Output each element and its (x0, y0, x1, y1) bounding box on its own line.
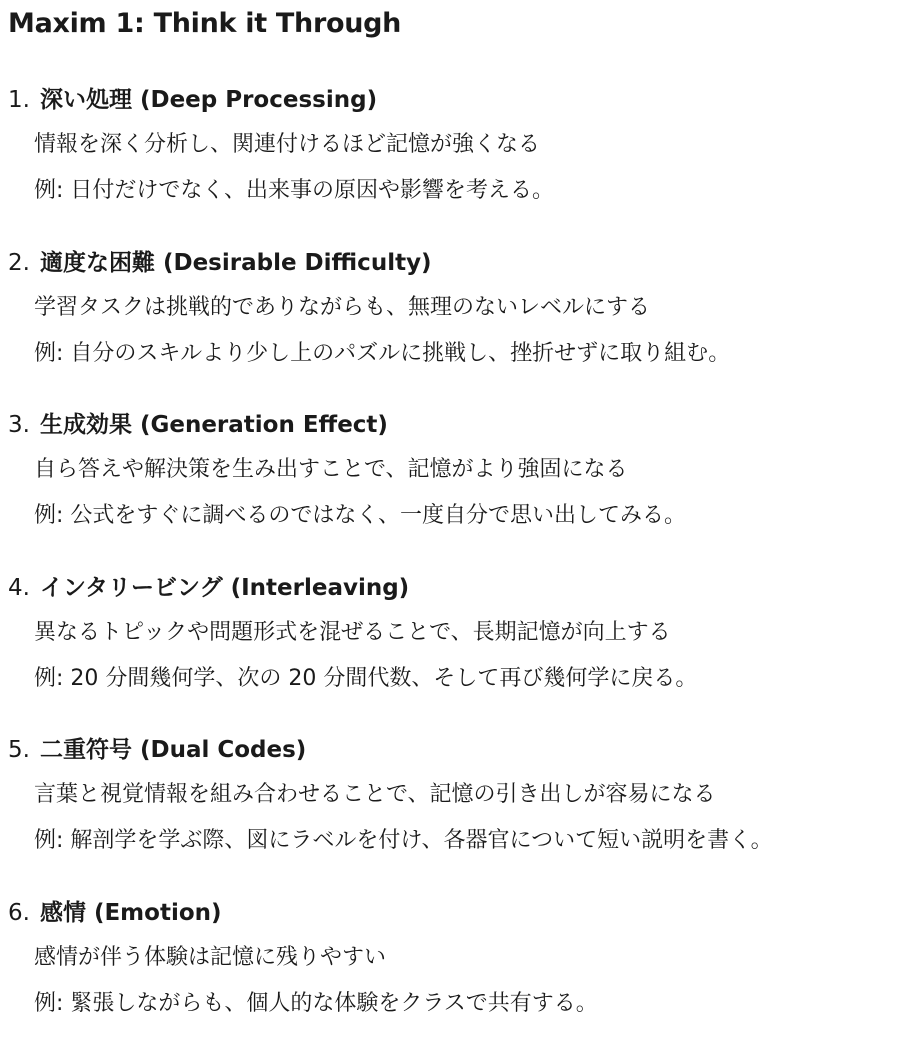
item-description: 自ら答えや解決策を生み出すことで、記憶がより強固になる (34, 457, 628, 482)
list-item-dual-codes (0, 730, 914, 880)
item-example: 例: 緊張しながらも、個人的な体験をクラスで共有する。 (34, 991, 598, 1016)
item-heading (8, 568, 409, 608)
list-item-generation-effect (0, 405, 914, 555)
item-title: 適度な困難 (Desirable Difficulty) (39, 250, 432, 276)
item-heading (8, 730, 306, 770)
item-example: 例: 自分のスキルより少し上のパズルに挑戦し、挫折せずに取り組む。 (34, 341, 731, 366)
list-item-interleaving (0, 568, 914, 718)
list-item-desirable-difficulty (0, 243, 914, 393)
item-title: 生成効果 (Generation Effect) (39, 412, 388, 438)
item-heading (8, 243, 432, 283)
item-heading (8, 80, 377, 120)
item-number: 4. (8, 575, 30, 601)
item-number: 1. (8, 87, 30, 113)
list-item-emotion (0, 893, 914, 1043)
item-number: 6. (8, 900, 30, 926)
item-example: 例: 日付だけでなく、出来事の原因や影響を考える。 (34, 178, 554, 203)
item-description: 感情が伴う体験は記憶に残りやすい (34, 945, 387, 970)
item-description: 異なるトピックや問題形式を混ぜることで、長期記憶が向上する (34, 620, 671, 645)
item-description: 情報を深く分析し、関連付けるほど記憶が強くなる (34, 132, 541, 157)
item-example: 例: 解剖学を学ぶ際、図にラベルを付け、各器官について短い説明を書く。 (34, 828, 773, 853)
item-title: 感情 (Emotion) (39, 900, 222, 926)
item-description: 学習タスクは挑戦的でありながらも、無理のないレベルにする (34, 295, 651, 320)
item-example: 例: 公式をすぐに調べるのではなく、一度自分で思い出してみる。 (34, 503, 686, 528)
item-number: 2. (8, 250, 30, 276)
item-description: 言葉と視覚情報を組み合わせることで、記憶の引き出しが容易になる (34, 782, 716, 807)
page-title: Maxim 1: Think it Through (8, 8, 402, 39)
item-number: 3. (8, 412, 30, 438)
item-example: 例: 20 分間幾何学、次の 20 分間代数、そして再び幾何学に戻る。 (34, 666, 698, 691)
item-title: インタリービング (Interleaving) (39, 575, 410, 601)
item-title: 二重符号 (Dual Codes) (39, 737, 307, 763)
item-number: 5. (8, 737, 30, 763)
item-title: 深い処理 (Deep Processing) (39, 87, 378, 113)
list-item-deep-processing (0, 80, 914, 230)
item-heading (8, 893, 222, 933)
item-heading (8, 405, 388, 445)
